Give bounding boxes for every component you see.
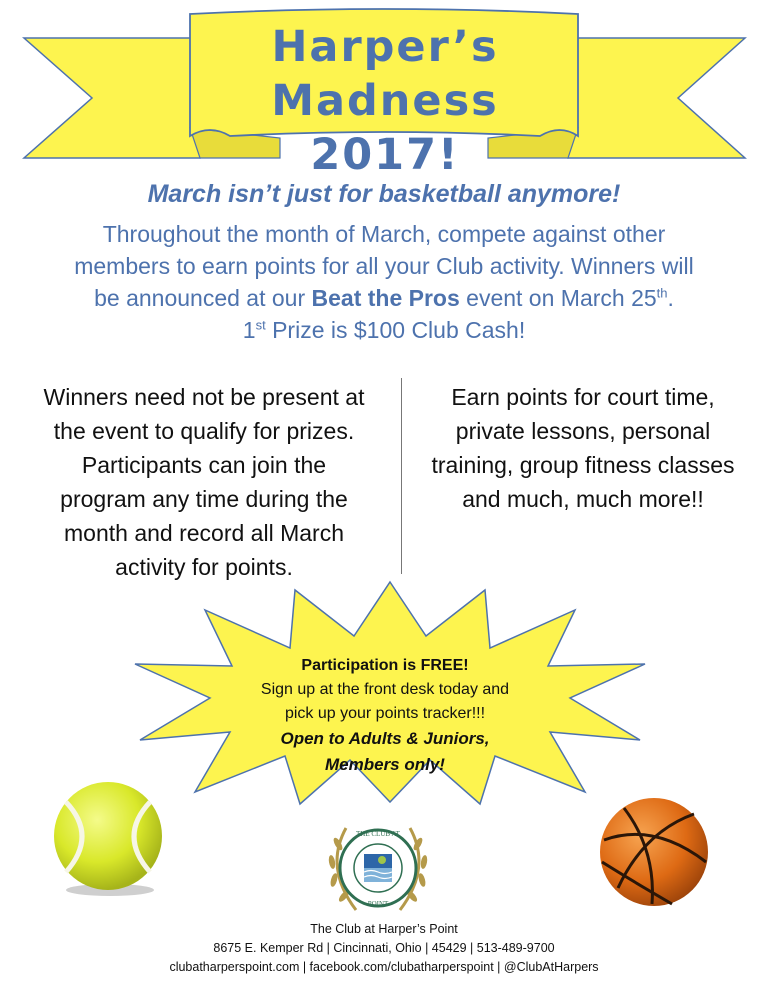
left-line: the event to qualify for prizes. [53,418,355,444]
crest-ring-text-top: THE CLUB AT [356,830,400,838]
right-column [408,380,758,516]
footer-links: clubatharperspoint.com | facebook.com/clubatharperspoint | @ClubAtHarpers [169,960,599,974]
intro-line-4 [20,314,748,346]
beat-the-pros-text: Beat the Pros [311,285,460,311]
banner-left-tail [24,38,200,158]
intro-line-3-start: be announced at our [94,285,312,311]
footer-address: 8675 E. Kemper Rd | Cincinnati, Ohio | 45429 | 513-489-9700 [213,941,555,955]
tracker-line: pick up your points tracker!!! [284,705,486,722]
intro-line-3-after: event on March 25 [459,285,657,311]
participation-free: Participation is FREE! [301,657,469,674]
signup-line: Sign up at the front desk today and [260,681,510,698]
crest-ring-text-bottom: POINT [367,900,389,908]
crest-ball [378,856,386,864]
tagline: March isn’t just for basketball anymore! [147,180,621,208]
date-suffix: th [656,285,668,301]
title-line-2: Madness 2017! [271,76,499,180]
members-only-line: Members only! [325,755,445,774]
left-line: Participants can join the [81,452,327,478]
left-line: Winners need not be present at [43,384,365,410]
page-title [190,14,580,180]
title-line-1: Harper’s [271,22,499,72]
prize-rank: 1 [242,317,256,343]
crest-water [364,868,392,882]
intro-line-3-end: . [667,285,674,311]
intro-line-3 [20,282,748,314]
tennis-body [54,782,162,890]
right-line: Earn points for court time, [451,384,715,410]
crest-sky [364,854,392,868]
left-line: program any time during the [60,486,348,512]
footer-club-name: The Club at Harper’s Point [310,922,458,936]
prize-text: Prize is $100 Club Cash! [265,317,526,343]
right-line: private lessons, personal [455,418,711,444]
prize-rank-suffix: st [255,317,266,333]
open-to-line: Open to Adults & Juniors, [280,729,490,748]
tennis-ball-icon [46,776,170,900]
column-divider [401,378,402,574]
intro-line-2: members to earn points for all your Club activity. Winners will [74,253,694,279]
starburst-text [210,654,560,778]
left-column [14,380,394,584]
banner-right-tail [568,38,745,158]
footer [0,920,768,977]
left-line: activity for points. [115,554,293,580]
intro-line-1: Throughout the month of March, compete against other [102,221,666,247]
right-line: and much, much more!! [462,486,704,512]
left-line: month and record all March [64,520,344,546]
intro-paragraph [20,218,748,346]
club-crest-icon [316,814,440,922]
basketball-icon [594,792,714,912]
right-line: training, group fitness classes [431,452,735,478]
